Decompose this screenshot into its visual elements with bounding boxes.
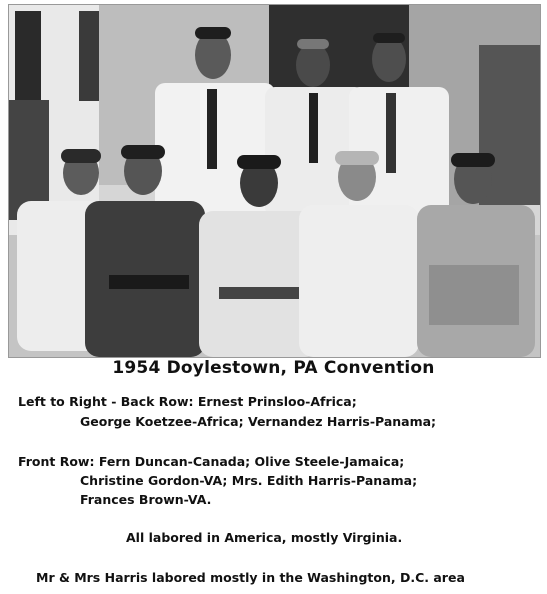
caption-note-america: All labored in America, mostly Virginia.	[126, 530, 403, 545]
back-row	[155, 27, 449, 233]
caption-front-row-line-2: Christine Gordon-VA; Mrs. Edith Harris-Panama;	[80, 473, 418, 488]
caption-back-row-line-1: Left to Right - Back Row: Ernest Prinsloo-Africa;	[18, 394, 357, 409]
caption-note-harris: Mr & Mrs Harris labored mostly in the Washington, D.C. area	[36, 570, 465, 585]
group-photo-illustration	[9, 5, 540, 357]
caption-back-row-line-2: George Koetzee-Africa; Vernandez Harris-Panama;	[80, 414, 437, 429]
group-photo	[8, 4, 541, 358]
photo-title: 1954 Doylestown, PA Convention	[112, 358, 435, 378]
caption-front-row-line-3: Frances Brown-VA.	[80, 492, 212, 507]
front-row	[17, 145, 535, 357]
caption-front-row-line-1: Front Row: Fern Duncan-Canada; Olive Steele-Jamaica;	[18, 454, 405, 469]
